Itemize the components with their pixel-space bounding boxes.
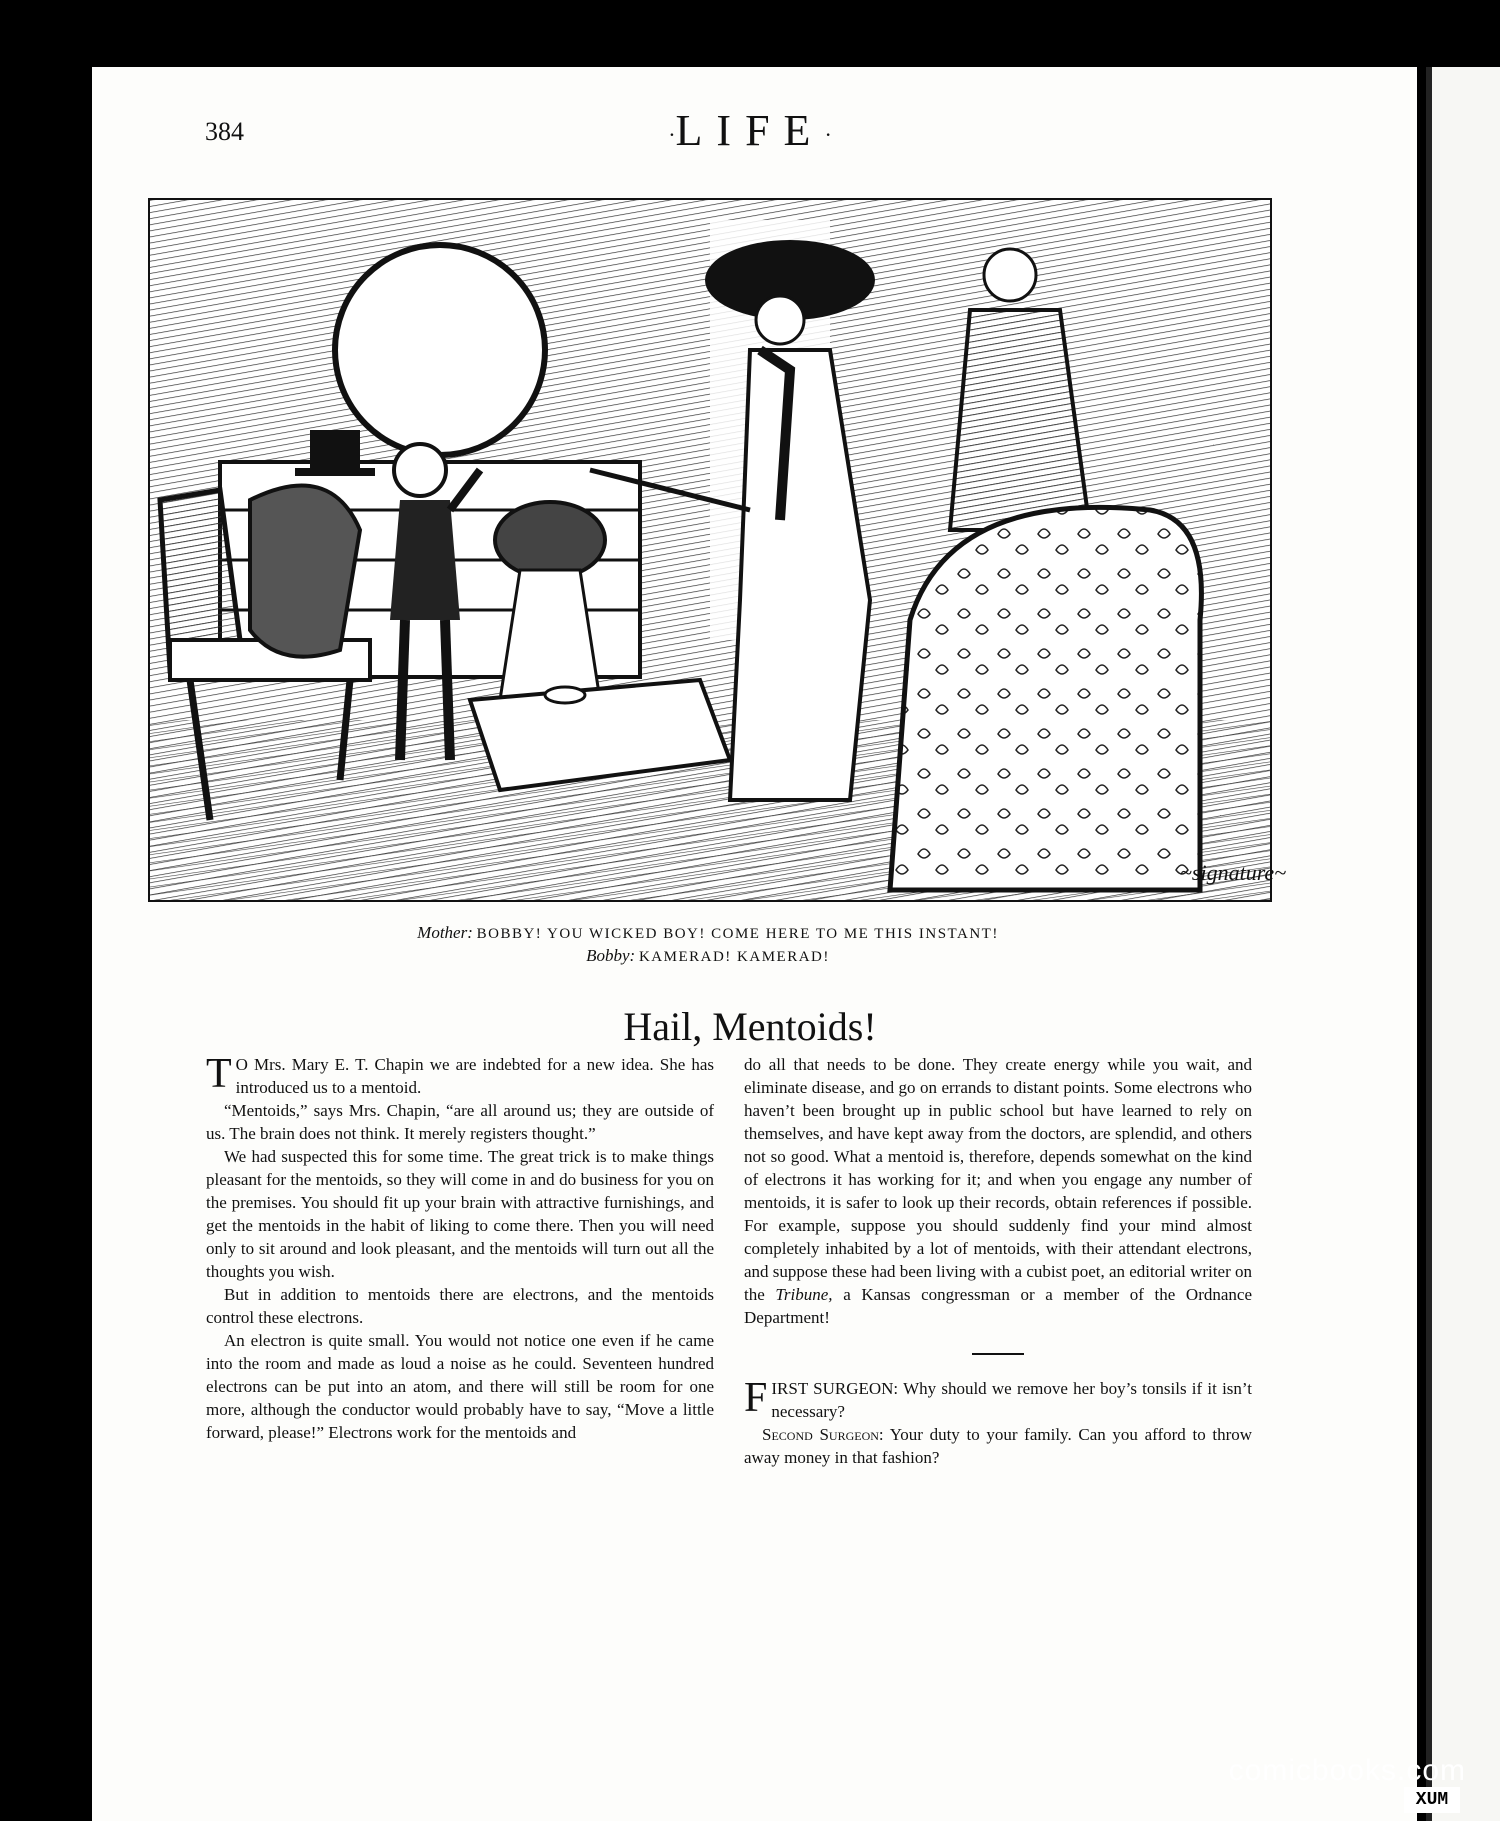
facing-page-edge: [1426, 67, 1500, 1821]
cartoon-caption: [148, 922, 1268, 968]
paragraph-text: O Mrs. Mary E. T. Chapin we are indebted for a new idea. She has introduced us to a mentoid.: [235, 1055, 714, 1097]
caption-line-mother: [148, 922, 1268, 945]
caption-speaker-mother: Mother:: [417, 923, 473, 942]
article-paragraph: [744, 1053, 1252, 1329]
site-watermark: comicbooks.com: [1228, 1754, 1466, 1787]
bowl: [545, 687, 585, 703]
mother-head: [756, 296, 804, 344]
caption-speaker-bobby: Bobby:: [586, 946, 636, 965]
drop-cap: F: [744, 1375, 768, 1421]
joke-text-second: Your duty to your family. Can you afford to throw away money in that fashion?: [744, 1425, 1253, 1467]
cartoon-illustration: [148, 198, 1287, 902]
oval-mirror: [335, 245, 545, 455]
joke-speaker-first: IRST SURGEON:: [771, 1379, 899, 1398]
masthead: [0, 105, 1500, 156]
doll-big-hat: [495, 502, 605, 578]
article-paragraph: But in addition to mentoids there are electrons, and the mentoids control these electrons.: [206, 1285, 714, 1327]
newspaper-name: Tribune,: [775, 1285, 833, 1304]
section-divider: [972, 1353, 1024, 1355]
page-gutter: [1426, 67, 1432, 1821]
joke-second-line: [744, 1423, 1252, 1469]
joke-first-line: [744, 1377, 1252, 1423]
masthead-dot-right: ·: [824, 121, 832, 147]
costumed-dog: [250, 485, 360, 656]
father-head: [984, 249, 1036, 301]
masthead-dot-left: ·: [668, 121, 676, 147]
caption-text-bobby: KAMERAD! KAMERAD!: [638, 949, 830, 965]
caption-line-bobby: [148, 945, 1268, 968]
artist-signature: ~signature~: [1180, 860, 1287, 885]
top-hat: [310, 430, 360, 470]
cartoon-drawing: [150, 200, 1287, 900]
watermark-tag: XUM: [1404, 1787, 1460, 1813]
boy-body: [390, 500, 460, 620]
joke-speaker-second: Second Surgeon:: [762, 1425, 884, 1444]
article-column-left: [206, 1053, 714, 1444]
joke-text-first: Why should we remove her boy’s tonsils if it isn’t necessary?: [771, 1379, 1252, 1421]
page-number: 384: [205, 117, 244, 146]
drop-cap: T: [206, 1051, 232, 1097]
boy-head: [394, 444, 446, 496]
article-paragraph: [206, 1053, 714, 1099]
article-title: Hail, Mentoids!: [623, 1004, 877, 1049]
floral-armchair: [890, 507, 1201, 890]
paragraph-text-end: a Kansas congressman or a member of the Ordnance Department!: [744, 1285, 1252, 1327]
article-column-right: [744, 1053, 1252, 1469]
article-paragraph: “Mentoids,” says Mrs. Chapin, “are all around us; they are outside of us. The brain does not think. It merely registers thought.”: [206, 1101, 714, 1143]
caption-text-mother: BOBBY! YOU WICKED BOY! COME HERE TO ME THIS INSTANT!: [476, 926, 999, 942]
masthead-title: LIFE: [675, 106, 825, 155]
paragraph-text: do all that needs to be done. They create energy while you wait, and eliminate disease, and go on errands to distant points. Some electrons who haven’t been brought up in public school but have learned to rely on themselves, and have kept away from the doctors, are splendid, and others not so good. What a mentoid is, therefore, depends somewhat on the kind of electrons it has working for it; and when you engage any number of mentoids, it is safer to look up their records, obtain references if possible. For example, suppose you should suddenly find your mind almost completely inhabited by a lot of mentoids, with their attendant electrons, and suppose these had been living with a cubist poet, an editorial writer on the: [744, 1055, 1252, 1304]
article-paragraph: An electron is quite small. You would not notice one even if he came into the room and made as loud a noise as he could. Seventeen hundred electrons can be put into an atom, and there will still be room for one more, although the conductor would probably have to say, “Move a little forward, please!” Electrons work for the mentoids and: [206, 1331, 714, 1442]
article-paragraph: We had suspected this for some time. The great trick is to make things pleasant for the mentoids, so they will come in and do business for you on the premises. You should fit up your brain with attractive furnishings, and get the mentoids in the habit of liking to come there. Then you will need only to sit around and look pleasant, and the mentoids will turn out all the thoughts you wish.: [206, 1147, 714, 1281]
